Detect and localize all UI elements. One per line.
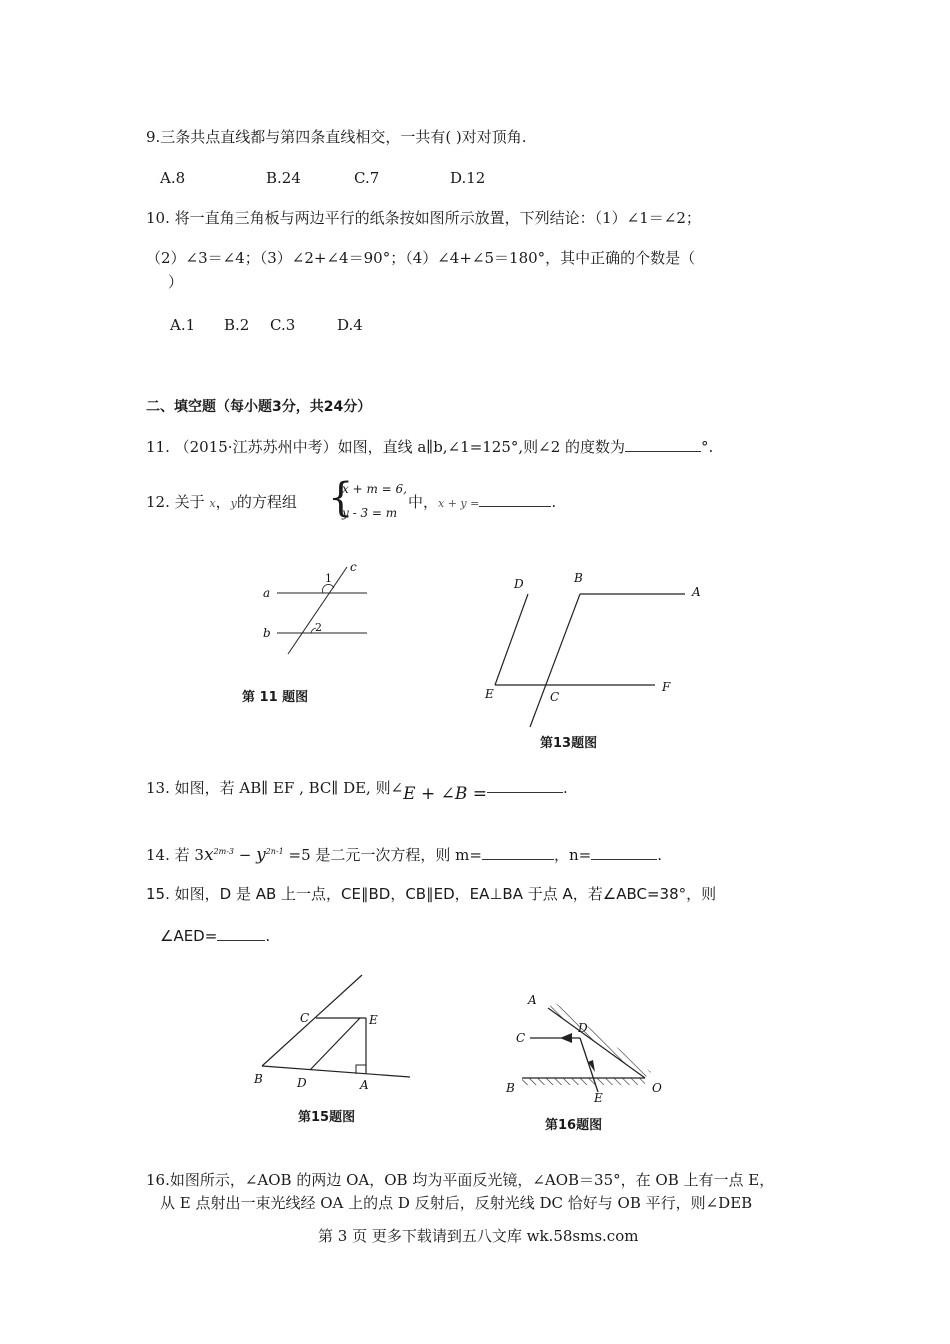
q13-end: . <box>563 779 568 797</box>
q14-blank-m[interactable] <box>482 845 554 860</box>
q12-tail <box>408 492 556 514</box>
label-C: C <box>300 1011 310 1025</box>
mirror-OA <box>548 1008 645 1078</box>
fig16-caption: 第16题图 <box>545 1118 603 1133</box>
q15-end: . <box>265 927 271 945</box>
label-C: C <box>550 690 560 704</box>
fig13-caption: 第13题图 <box>540 736 598 751</box>
q13-blank[interactable] <box>487 778 563 793</box>
label-O: O <box>652 1081 662 1095</box>
figure-15 <box>250 970 420 1095</box>
q12-comma: ， <box>215 493 231 511</box>
line-BC <box>530 594 580 727</box>
q9-option-b: B.24 <box>266 169 301 187</box>
line-DE <box>310 1018 360 1070</box>
q12-mid: 的方程组 <box>236 493 297 511</box>
line-ED <box>495 594 528 685</box>
q11-blank[interactable] <box>625 437 701 452</box>
q14-eq: =5 是二元一次方程，则 m= <box>283 846 482 864</box>
q15-line2: ∠AED= <box>160 927 218 945</box>
figure-13 <box>480 570 710 730</box>
q14-end: . <box>657 846 662 864</box>
q12-eq2: y - 3 = m <box>342 506 398 520</box>
q14-blank-n[interactable] <box>591 845 657 860</box>
q14-exp2: 2n-1 <box>265 847 284 856</box>
q9-option-c: C.7 <box>354 169 380 187</box>
q14-exp1: 2m-3 <box>213 847 234 856</box>
q11-suffix: °. <box>701 438 714 456</box>
label-B: B <box>574 571 583 585</box>
label-E: E <box>594 1091 603 1105</box>
q14-y: y <box>256 845 266 865</box>
q12-line <box>146 492 297 514</box>
q14-x: x <box>203 845 214 865</box>
fig15-caption: 第15题图 <box>298 1110 356 1125</box>
q12-zhong: 中， <box>408 493 439 511</box>
label-2: 2 <box>315 621 322 634</box>
label-C: C <box>516 1031 526 1045</box>
q12-y: y <box>230 497 237 510</box>
q12-brace: { <box>328 475 354 521</box>
q13-line <box>146 778 568 804</box>
q13-mid: E + ∠B = <box>403 784 488 804</box>
q15-line1: 15. 如图，D 是 AB 上一点，CE∥BD，CB∥ED，EA⊥BA 于点 A，若∠ABC=38°，则 <box>146 885 717 903</box>
label-F: F <box>662 680 671 694</box>
q15-line2-wrap <box>160 926 270 946</box>
q12-x: x <box>209 497 216 510</box>
label-E: E <box>369 1013 378 1027</box>
q10-option-a: A.1 <box>170 316 196 334</box>
mirror-OA-hatch <box>548 1002 651 1078</box>
q11-line <box>146 437 713 457</box>
q10-option-b: B.2 <box>224 316 250 334</box>
label-D: D <box>297 1076 307 1090</box>
label-A: A <box>692 585 701 599</box>
q14-minus: − <box>234 846 257 864</box>
q10-line2: （2）∠3＝∠4；（3）∠2+∠4＝90°；（4）∠4+∠5＝180°，其中正确的个数是（ <box>146 249 696 267</box>
q16-line2: 从 E 点射出一束光线经 OA 上的点 D 反射后，反射光线 DC 恰好与 OB 平行，则∠DEB <box>160 1194 753 1212</box>
q14-prefix: 14. 若 3 <box>146 846 204 864</box>
q13-text: 13. 如图，若 AB∥ EF , BC∥ DE, 则∠ <box>146 779 404 797</box>
label-B: B <box>254 1072 263 1086</box>
figure-11 <box>255 560 385 665</box>
q15-blank[interactable] <box>217 926 265 941</box>
q14-line <box>146 842 662 865</box>
fig11-caption: 第 11 题图 <box>242 690 309 705</box>
label-E: E <box>485 687 494 701</box>
q12-prefix: 12. 关于 <box>146 493 205 511</box>
label-b: b <box>263 626 271 640</box>
q12-eq1: x + m = 6, <box>342 482 407 496</box>
q10-line1: 10. 将一直角三角板与两边平行的纸条按如图所示放置，下列结论：（1）∠1＝∠2； <box>146 209 701 227</box>
label-A: A <box>360 1078 369 1092</box>
arrow-DC-icon <box>560 1033 572 1043</box>
label-D: D <box>578 1021 588 1035</box>
q10-line3: ） <box>168 273 184 291</box>
mirror-OB-hatch <box>522 1078 645 1085</box>
q12-blank[interactable] <box>479 492 551 507</box>
q14-sep: ，n= <box>553 846 592 864</box>
label-A: A <box>528 993 537 1007</box>
section-title: 二、填空题（每小题3分，共24分） <box>146 399 372 415</box>
footer-text: 第 3 页 更多下载请到五八文库 wk.58sms.com <box>318 1227 639 1245</box>
label-D: D <box>514 577 524 591</box>
line-c <box>288 567 347 654</box>
q10-option-d: D.4 <box>337 316 363 334</box>
label-c: c <box>350 560 357 574</box>
q12-expr: x + y = <box>438 497 480 510</box>
q11-text: 11. （2015·江苏苏州中考）如图，直线 a∥b,∠1=125°,则∠2 的度数为 <box>146 438 626 456</box>
q9-option-d: D.12 <box>450 169 486 187</box>
q9-stem: 9.三条共点直线都与第四条直线相交，一共有( )对对顶角. <box>146 128 527 146</box>
label-1: 1 <box>325 572 332 585</box>
label-B: B <box>506 1081 515 1095</box>
q16-line1: 16.如图所示，∠AOB 的两边 OA，OB 均为平面反光镜，∠AOB＝35°，在 OB 上有一点 E， <box>146 1171 775 1189</box>
q10-option-c: C.3 <box>270 316 296 334</box>
line-BA <box>262 1066 410 1077</box>
line-BC <box>262 975 362 1066</box>
label-a: a <box>263 586 271 600</box>
figure-16 <box>500 990 675 1105</box>
q9-option-a: A.8 <box>160 169 186 187</box>
q12-end: . <box>551 493 557 511</box>
